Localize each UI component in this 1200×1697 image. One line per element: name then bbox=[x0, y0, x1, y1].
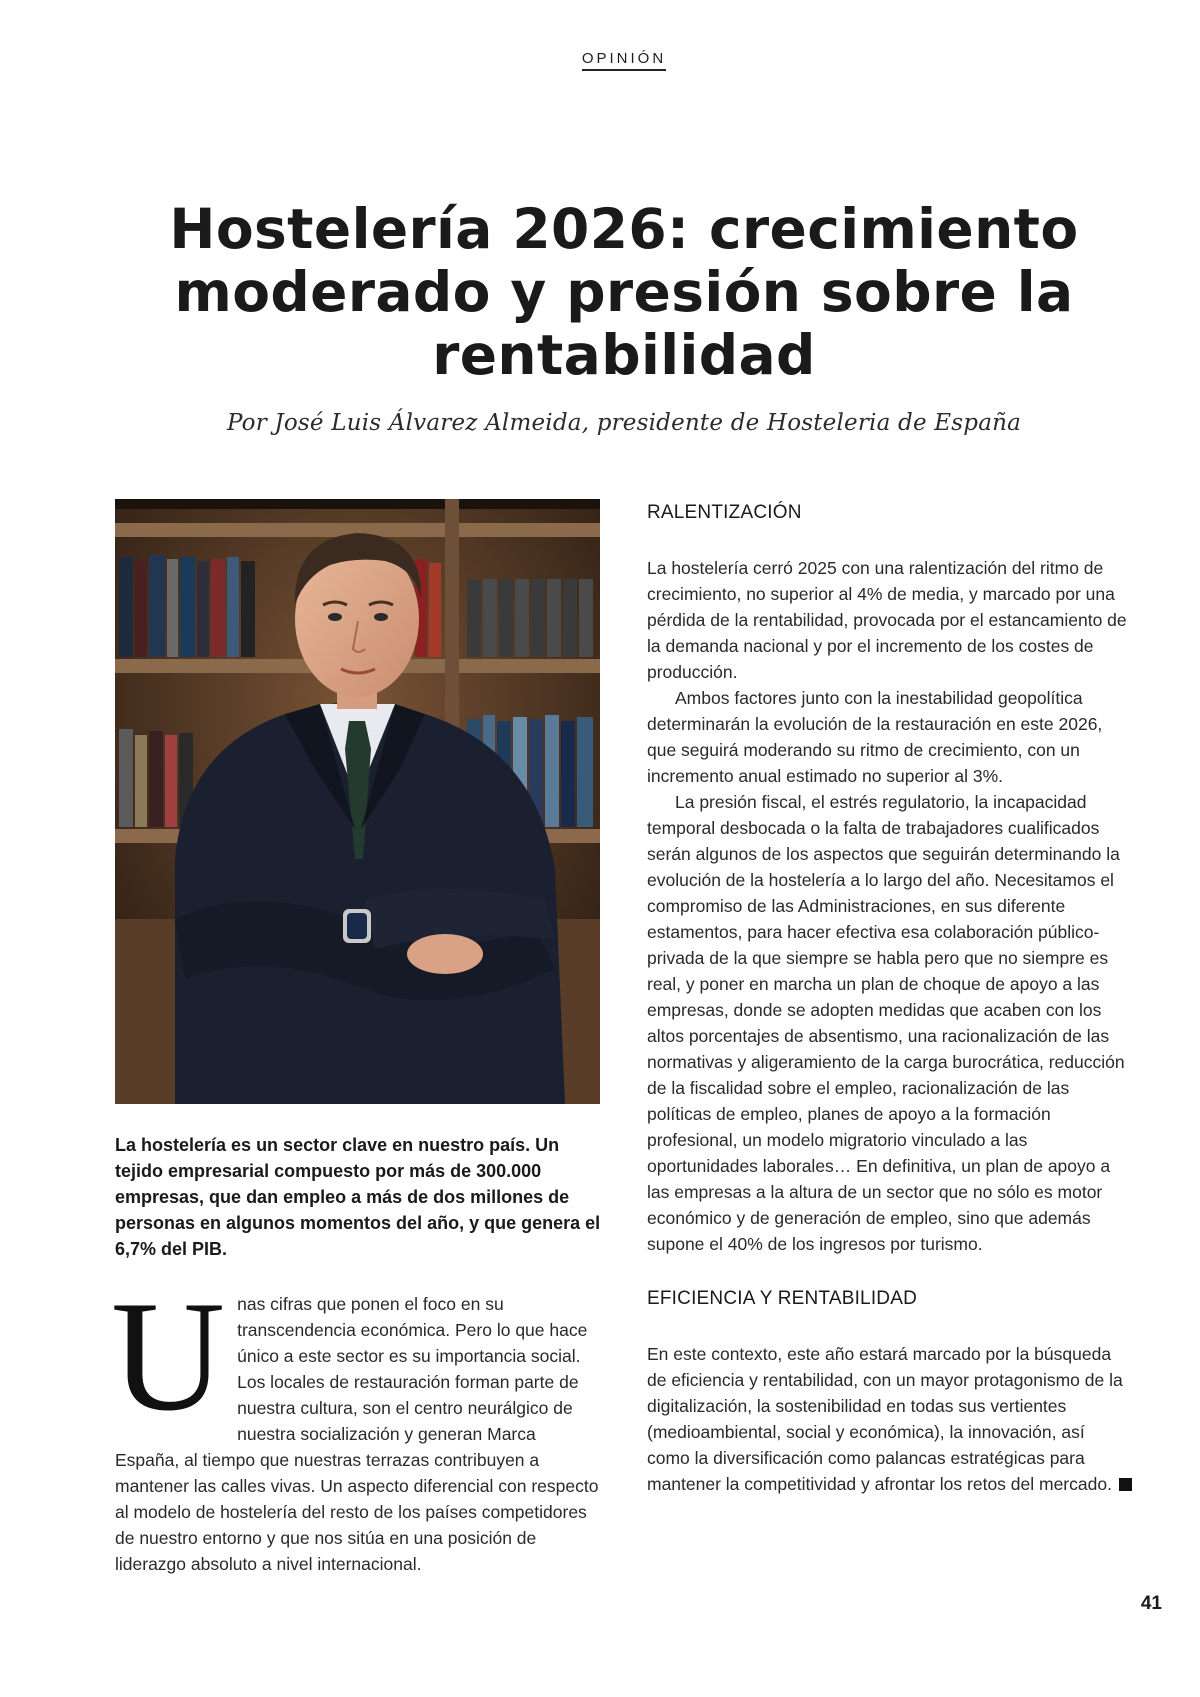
author-portrait bbox=[115, 499, 600, 1104]
heading-ralentizacion: RALENTIZACIÓN bbox=[647, 502, 802, 523]
right-column bbox=[647, 502, 1132, 1497]
heading-eficiencia: EFICIENCIA Y RENTABILIDAD bbox=[647, 1288, 918, 1309]
section-label-text: OPINIÓN bbox=[582, 50, 666, 71]
paragraph-ralentizacion-1: La hostelería cerró 2025 con una ralentización del ritmo de crecimiento, no superior al 4% de media, y marcado por una pérdida de la rentabilidad, provocada por el estancamiento de la demanda nacional y por el incremento de los costes de producción. bbox=[647, 558, 1127, 682]
left-body-text bbox=[111, 1269, 603, 1577]
lead-paragraph: La hostelería es un sector clave en nuestro país. Un tejido empresarial compuesto por más de 300.000 empresas, que dan empleo a más de dos millones de personas en algunos momentos del año, y que genera el 6,7% del PIB. bbox=[115, 1135, 601, 1259]
section-label bbox=[0, 50, 1200, 71]
page-number: 41 bbox=[1140, 1593, 1162, 1614]
left-body-paragraph: nas cifras que ponen el foco en su transcendencia económica. Pero lo que hace único a este sector es su importancia social. Los locales de restauración forman parte de nuestra cultura, son el centro neurálgico de nuestra socialización y generan Marca España, al tiempo que nuestras terrazas contribuyen a mantener las calles vivas. Un aspecto diferencial con respecto al modelo de hostelería del resto de los países competidores de nuestro entorno y que nos sitúa en una posición de liderazgo absoluto a nivel internacional. bbox=[115, 1294, 599, 1574]
end-mark-icon bbox=[1119, 1478, 1132, 1491]
byline: Por José Luis Álvarez Almeida, presidente de Hosteleria de España bbox=[226, 410, 1022, 436]
paragraph-ralentizacion-3: La presión fiscal, el estrés regulatorio, la incapacidad temporal desbocada o la falta de trabajadores cualificados serán algunos de los aspectos que seguirán determinando la evolución de la hostelería a lo largo del año. Necesitamos el compromiso de las Administraciones, en sus diferente estamentos, para hacer efectiva esa colaboración público-privada de la que siempre se habla pero que no siempre es real, y poner en marcha un plan de choque de apoyo a las empresas, donde se adopten medidas que acaben con los altos porcentajes de absentismo, una racionalización de las normativas y aligeramiento de la carga burocrática, reducción de la fiscalidad sobre el empleo, racionalización de las políticas de empleo, planes de apoyo a la formación profesional, un modelo migratorio vinculado a las oportunidades laborales… En definitiva, un plan de apoyo a las empresas a la altura de un sector que no sólo es motor económico y de generación de empleo, sino que además supone el 40% de los ingresos por turismo. bbox=[647, 792, 1125, 1254]
drop-cap: U bbox=[111, 1269, 226, 1444]
paragraph-ralentizacion-2: Ambos factores junto con la inestabilidad geopolítica determinarán la evolución de la restauración en este 2026, que seguirá moderando su ritmo de crecimiento, con un incremento anual estimado no superior al 3%. bbox=[647, 688, 1103, 786]
paragraph-eficiencia-text: En este contexto, este año estará marcado por la búsqueda de eficiencia y rentabilidad, con un mayor protagonismo de la digitalización, la sostenibilidad en todas sus vertientes (medioambiental, social y económica), la innovación, así como la diversificación como palancas estratégicas para mantener la competitividad y afrontar los retos del mercado. bbox=[647, 1344, 1123, 1494]
paragraph-eficiencia-1 bbox=[647, 1341, 1132, 1497]
article-title: Hostelería 2026: crecimiento moderado y presión sobre la rentabilidad bbox=[169, 197, 1079, 387]
